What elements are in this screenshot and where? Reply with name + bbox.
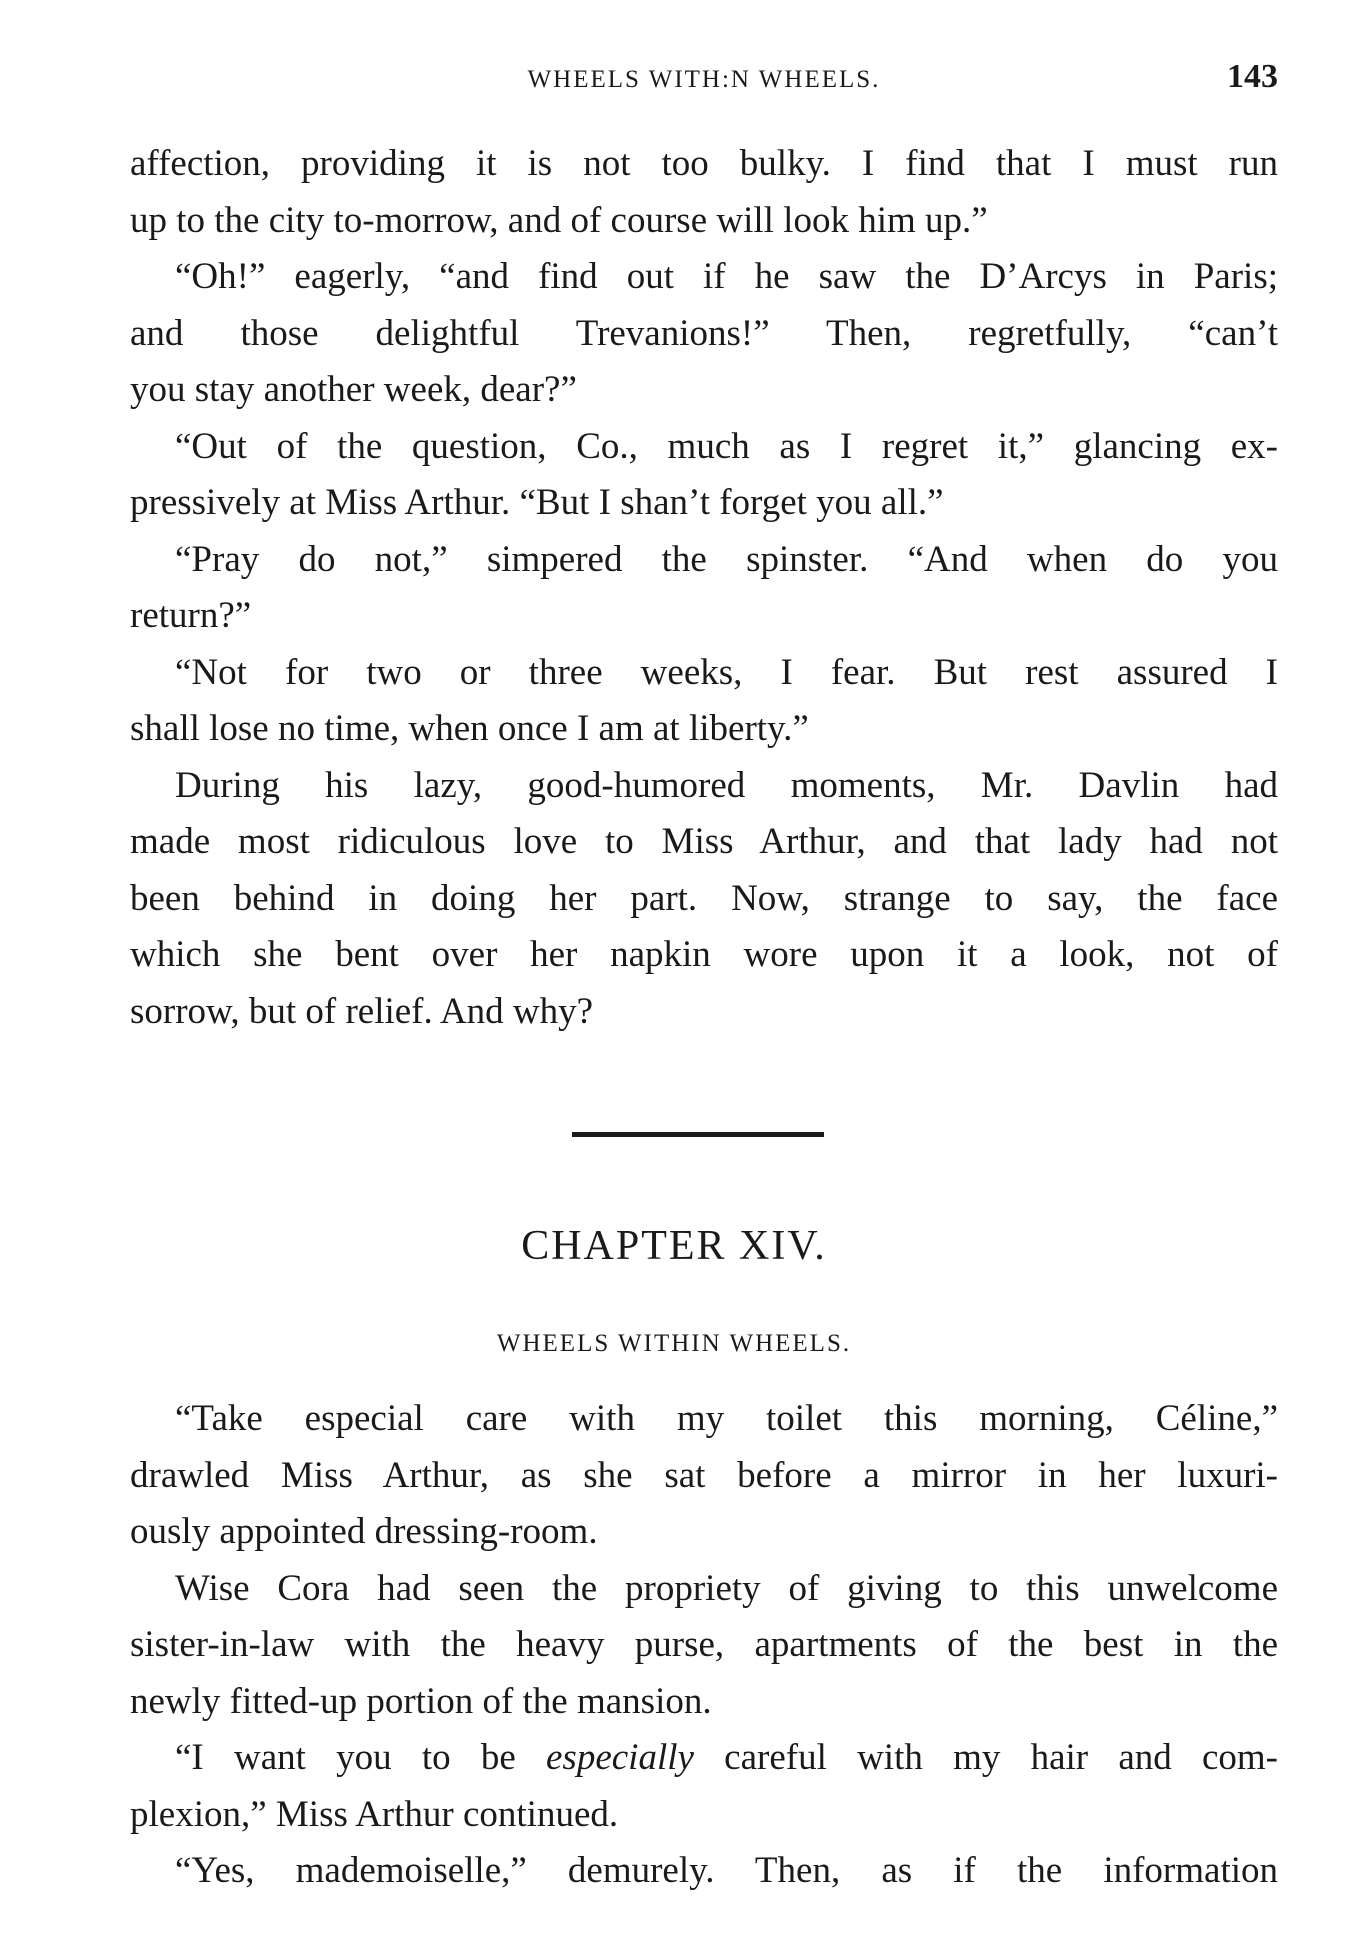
italic-emphasis: especially <box>546 1737 694 1778</box>
text-line: made most ridiculous love to Miss Arthur, and that lady had not <box>130 821 1278 862</box>
text-line <box>130 1730 1278 1787</box>
text-line: sorrow, but of relief. And why? <box>130 990 594 1032</box>
text-line: and those delightful Trevanions!” Then, regretfully, “can’t <box>130 312 1278 354</box>
text-line: newly fitted-up portion of the mansion. <box>130 1680 712 1722</box>
text-line: “Oh!” eagerly, “and find out if he saw the D’Arcys in Paris; <box>175 256 1278 297</box>
page-number: 143 <box>1227 58 1278 95</box>
text-line: “Out of the question, Co., much as I regret it,” glancing ex- <box>175 425 1278 467</box>
passage-before-chapter <box>130 136 1278 1040</box>
chapter-passage <box>130 1391 1278 1900</box>
text-fragment: “I want you to be <box>175 1737 546 1778</box>
text-line: plexion,” Miss Arthur continued. <box>130 1793 619 1835</box>
text-line: “Not for two or three weeks, I fear. But rest assured I <box>175 651 1278 693</box>
text-line: up to the city to-morrow, and of course will look him up.” <box>130 199 988 241</box>
text-line: which she bent over her napkin wore upon it a look, not of <box>130 934 1278 975</box>
text-line: During his lazy, good-humored moments, Mr. Davlin had <box>175 764 1278 806</box>
text-fragment: careful with my hair and com- <box>693 1737 1279 1778</box>
running-title: WHEELS WITH:N WHEELS. <box>527 66 881 93</box>
text-line: you stay another week, dear?” <box>130 369 577 410</box>
text-line: “Yes, mademoiselle,” demurely. Then, as if the information <box>175 1850 1278 1891</box>
text-line: pressively at Miss Arthur. “But I shan’t forget you all.” <box>130 482 944 523</box>
text-line: been behind in doing her part. Now, strange to say, the face <box>130 877 1278 919</box>
chapter-title: CHAPTER XIV. <box>521 1223 827 1269</box>
text-line: “Pray do not,” simpered the spinster. “And when do you <box>175 538 1278 580</box>
page-header <box>130 58 1278 112</box>
text-line: “Take especial care with my toilet this morning, Céline,” <box>175 1398 1278 1439</box>
section-divider <box>572 1132 824 1137</box>
text-line: return?” <box>130 595 252 636</box>
text-line: ously appointed dressing-room. <box>130 1511 598 1552</box>
text-line: sister-in-law with the heavy purse, apartments of the best in the <box>130 1624 1278 1665</box>
text-line: affection, providing it is not too bulky. I find that I must run <box>130 143 1278 184</box>
text-line: shall lose no time, when once I am at liberty.” <box>130 708 809 749</box>
text-line: Wise Cora had seen the propriety of giving to this unwelcome <box>175 1567 1278 1609</box>
text-line: drawled Miss Arthur, as she sat before a mirror in her luxuri- <box>130 1454 1278 1496</box>
chapter-subtitle: WHEELS WITHIN WHEELS. <box>496 1330 852 1357</box>
